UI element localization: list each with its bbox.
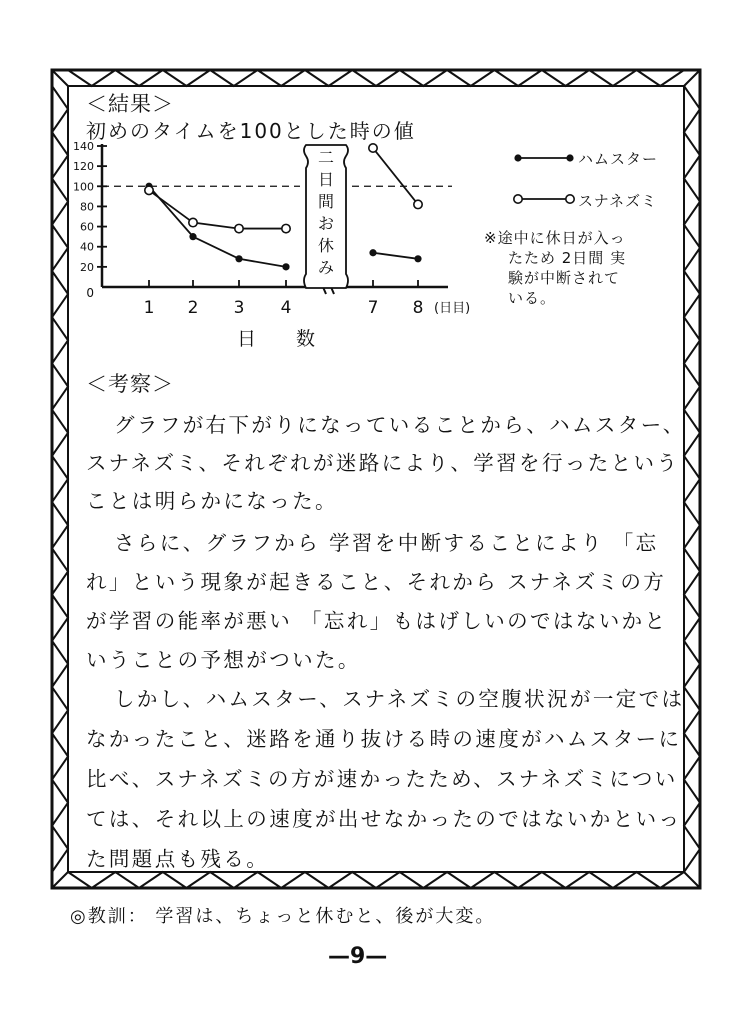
rest-period-label-char: 間 xyxy=(317,192,335,211)
paragraph-line: れ」という現象が起きること、それから スナネズミの方 xyxy=(86,570,667,594)
x-tick-label: 8 xyxy=(412,298,424,318)
series-gerbil-point xyxy=(189,218,197,226)
series-gerbil-point xyxy=(369,144,377,152)
legend-gerbil-marker xyxy=(514,195,522,203)
series-gerbil-line xyxy=(373,148,418,204)
y-tick-label: 120 xyxy=(73,160,94,174)
paragraph-line: た問題点も残る。 xyxy=(86,847,270,871)
y-tick-label: 140 xyxy=(73,140,94,153)
series-hamster-point xyxy=(282,263,289,270)
x-tick-label: 4 xyxy=(280,298,292,318)
legend-gerbil-marker xyxy=(566,195,574,203)
legend-hamster-marker xyxy=(514,154,521,161)
note-line: 験が中断されて xyxy=(508,269,621,287)
series-gerbil-point xyxy=(235,224,243,232)
legend-label-gerbil: スナネズミ xyxy=(578,192,658,210)
x-unit-label: (日目) xyxy=(434,301,471,316)
rest-period-label-char: 二 xyxy=(317,148,335,167)
paragraph-line: いうことの予想がついた。 xyxy=(86,648,361,672)
series-gerbil-point xyxy=(282,224,290,232)
note-line: いる。 xyxy=(508,289,557,307)
series-gerbil-point xyxy=(145,186,153,194)
x-tick-label: 2 xyxy=(187,298,199,318)
y-tick-label: 80 xyxy=(80,200,94,214)
legend-label-hamster: ハムスター xyxy=(578,150,659,168)
paragraph-line: しかし、ハムスター、スナネズミの空腹状況が一定では xyxy=(114,687,685,711)
series-gerbil-point xyxy=(414,200,422,208)
frame-corner xyxy=(52,872,68,888)
frame-corner xyxy=(684,872,700,888)
paragraph-line: グラフが右下がりになっていることから、ハムスター、 xyxy=(114,413,686,437)
frame-corner xyxy=(684,70,700,86)
page-number: —9— xyxy=(328,944,388,969)
legend-hamster-marker xyxy=(566,154,573,161)
paragraph-line: ことは明らかになった。 xyxy=(86,489,338,513)
frame-corner xyxy=(52,70,68,86)
series-hamster-point xyxy=(189,233,196,240)
series-hamster-point xyxy=(369,249,376,256)
x-tick-label: 7 xyxy=(367,298,379,318)
frame-zigzag-bottom xyxy=(68,872,684,888)
chart-title: 初めのタイムを100とした時の値 xyxy=(86,119,416,143)
y-tick-label: 60 xyxy=(80,220,94,234)
series-hamster-point xyxy=(235,255,242,262)
paragraph-line: 比べ、スナネズミの方が速かったため、スナネズミについ xyxy=(86,767,678,791)
note-line: ※途中に休日が入っ xyxy=(484,229,626,247)
rest-period-label-char: 休 xyxy=(317,236,335,255)
rest-period-label-char: 日 xyxy=(317,170,335,189)
series-hamster-line xyxy=(373,253,418,259)
y-tick-label: 0 xyxy=(86,286,94,300)
discussion-heading: ＜考察＞ xyxy=(86,372,174,396)
x-tick-label: 1 xyxy=(143,298,155,318)
note-line: たため 2日間 実 xyxy=(508,249,627,267)
x-axis-label: 日数 xyxy=(236,328,356,350)
series-hamster-point xyxy=(414,255,421,262)
paragraph-line: ては、それ以上の速度が出せなかったのではないかといっ xyxy=(86,807,682,831)
y-tick-label: 40 xyxy=(80,240,94,254)
paragraph-line: スナネズミ、それぞれが迷路により、学習を行ったという xyxy=(86,451,680,475)
x-tick-label: 3 xyxy=(233,298,245,318)
y-tick-label: 100 xyxy=(73,180,94,194)
frame-zigzag-right xyxy=(684,86,700,872)
frame-zigzag-top xyxy=(68,70,684,86)
y-tick-label: 20 xyxy=(80,260,94,274)
frame-zigzag-left xyxy=(52,86,68,872)
paragraph-line: さらに、グラフから 学習を中断することにより 「忘 xyxy=(114,531,659,555)
rest-period-label-char: み xyxy=(317,258,335,277)
footer-lesson: ◎教訓： 学習は、ちょっと休むと、後が大変。 xyxy=(70,906,496,927)
results-heading: ＜結果＞ xyxy=(86,92,174,116)
paragraph-line: が学習の能率が悪い 「忘れ」もはげしいのではないかと xyxy=(86,609,668,633)
paragraph-line: なかったこと、迷路を通り抜ける時の速度がハムスターに xyxy=(86,727,682,751)
rest-period-label-char: お xyxy=(317,214,335,233)
